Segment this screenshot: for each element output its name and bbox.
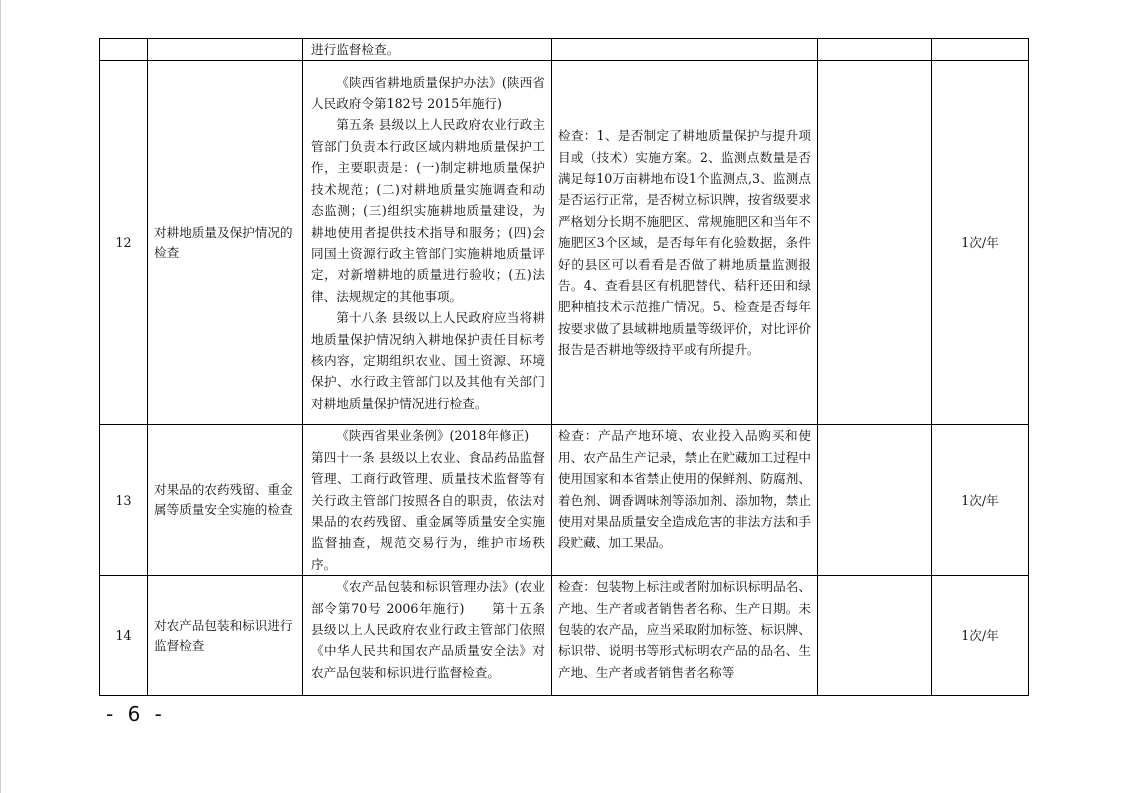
- blank-cell: [818, 39, 932, 61]
- inspection-content: 检查：1、是否制定了耕地质量保护与提升项目或（技术）实施方案。2、监测点数量是否满足每10万亩耕地布设1个监测点,3、监测点是否运行正常，是否树立标识牌，按省级要求严格划分长期不施肥区、常规施肥区和当年不施肥区3个区域，是否每年有化验数据，条件好的县区可以看看是否做了耕地质量监测报告。4、查看县区有机肥替代、秸秆还田和绿肥种植技术示范推广情况。5、检查是否每年按要求做了县域耕地质量等级评价，对比评价报告是否耕地等级持平或有所提升。: [552, 61, 818, 425]
- table-row: [100, 61, 1029, 425]
- inspection-item: 对耕地质量及保护情况的检查: [148, 61, 303, 425]
- inspection-frequency: 1次/年: [932, 61, 1029, 425]
- inspection-item: 对农产品包装和标识进行监督检查: [148, 576, 303, 696]
- inspection-item: 对果品的农药残留、重金属等质量安全实施的检查: [148, 425, 303, 576]
- table-row: [100, 576, 1029, 696]
- number-cell: [100, 39, 148, 61]
- row-number: 13: [100, 425, 148, 576]
- basis-cell: [303, 39, 552, 61]
- page-edge: [0, 0, 1, 793]
- blank-cell: [818, 425, 932, 576]
- inspection-table: [99, 38, 1029, 696]
- basis-paragraph: 第十八条 县级以上人民政府应当将耕地质量保护情况纳入耕地保护责任目标考核内容，定期组织农业、国土资源、环境保护、水行政主管部门以及其他有关部门对耕地质量保护情况进行检查。: [311, 310, 545, 411]
- inspection-content: 检查：包装物上标注或者附加标识标明品名、产地、生产者或者销售者名称、生产日期。未包装的农产品，应当采取附加标签、标识牌、标识带、说明书等形式标明农产品的品名、生产地、生产者或者销售者名称等: [552, 576, 818, 696]
- table-row-continued: [100, 39, 1029, 61]
- inspection-content: 检查：产品产地环境、农业投入品购买和使用、农产品生产记录，禁止在贮藏加工过程中使用国家和本省禁止使用的保鲜剂、防腐剂、着色剂、调香调味剂等添加剂、添加物，禁止使用对果品质量安全造成危害的非法方法和手段贮藏、加工果品。: [552, 425, 818, 576]
- basis-paragraph: 《农产品包装和标识管理办法》(农业部令第70号 2006年施行) 第十五条 县级以上人民政府农业行政主管部门依照《中华人民共和国农产品质量安全法》对农产品包装和标识进行监督检查。: [311, 579, 545, 680]
- blank-cell: [818, 61, 932, 425]
- frequency-cell: [932, 39, 1029, 61]
- basis-paragraph: 《陕西省耕地质量保护办法》(陕西省人民政府令第182号 2015年施行): [311, 74, 545, 112]
- basis-paragraph: 第四十一条 县级以上农业、食品药品监督管理、工商行政管理、质量技术监督等有关行政主管部门按照各自的职责，依法对果品的农药残留、重金属等质量安全实施监督抽查，规范交易行为，维护市场秩序。: [311, 449, 545, 572]
- blank-cell: [818, 576, 932, 696]
- row-number: 14: [100, 576, 148, 696]
- content-cell: [552, 39, 818, 61]
- legal-basis: [303, 61, 552, 425]
- inspection-frequency: 1次/年: [932, 425, 1029, 576]
- page-number: - 6 -: [106, 702, 166, 726]
- row-number: 12: [100, 61, 148, 425]
- inspection-frequency: 1次/年: [932, 576, 1029, 696]
- table-row: [100, 425, 1029, 576]
- legal-basis: [303, 425, 552, 576]
- item-cell: [148, 39, 303, 61]
- legal-basis: [303, 576, 552, 696]
- basis-paragraph: 《陕西省果业条例》(2018年修正): [336, 428, 530, 444]
- basis-paragraph: 第五条 县级以上人民政府农业行政主管部门负责本行政区域内耕地质量保护工作，主要职责是：(一)制定耕地质量保护技术规范；(二)对耕地质量实施调查和动态监测；(三)组织实施耕地质量建设，为耕地使用者提供技术指导和服务；(四)会同国土资源行政主管部门实施耕地质量评定，对新增耕地的质量进行验收；(五)法律、法规规定的其他事项。: [311, 117, 545, 304]
- basis-text: 进行监督检查。: [311, 42, 400, 57]
